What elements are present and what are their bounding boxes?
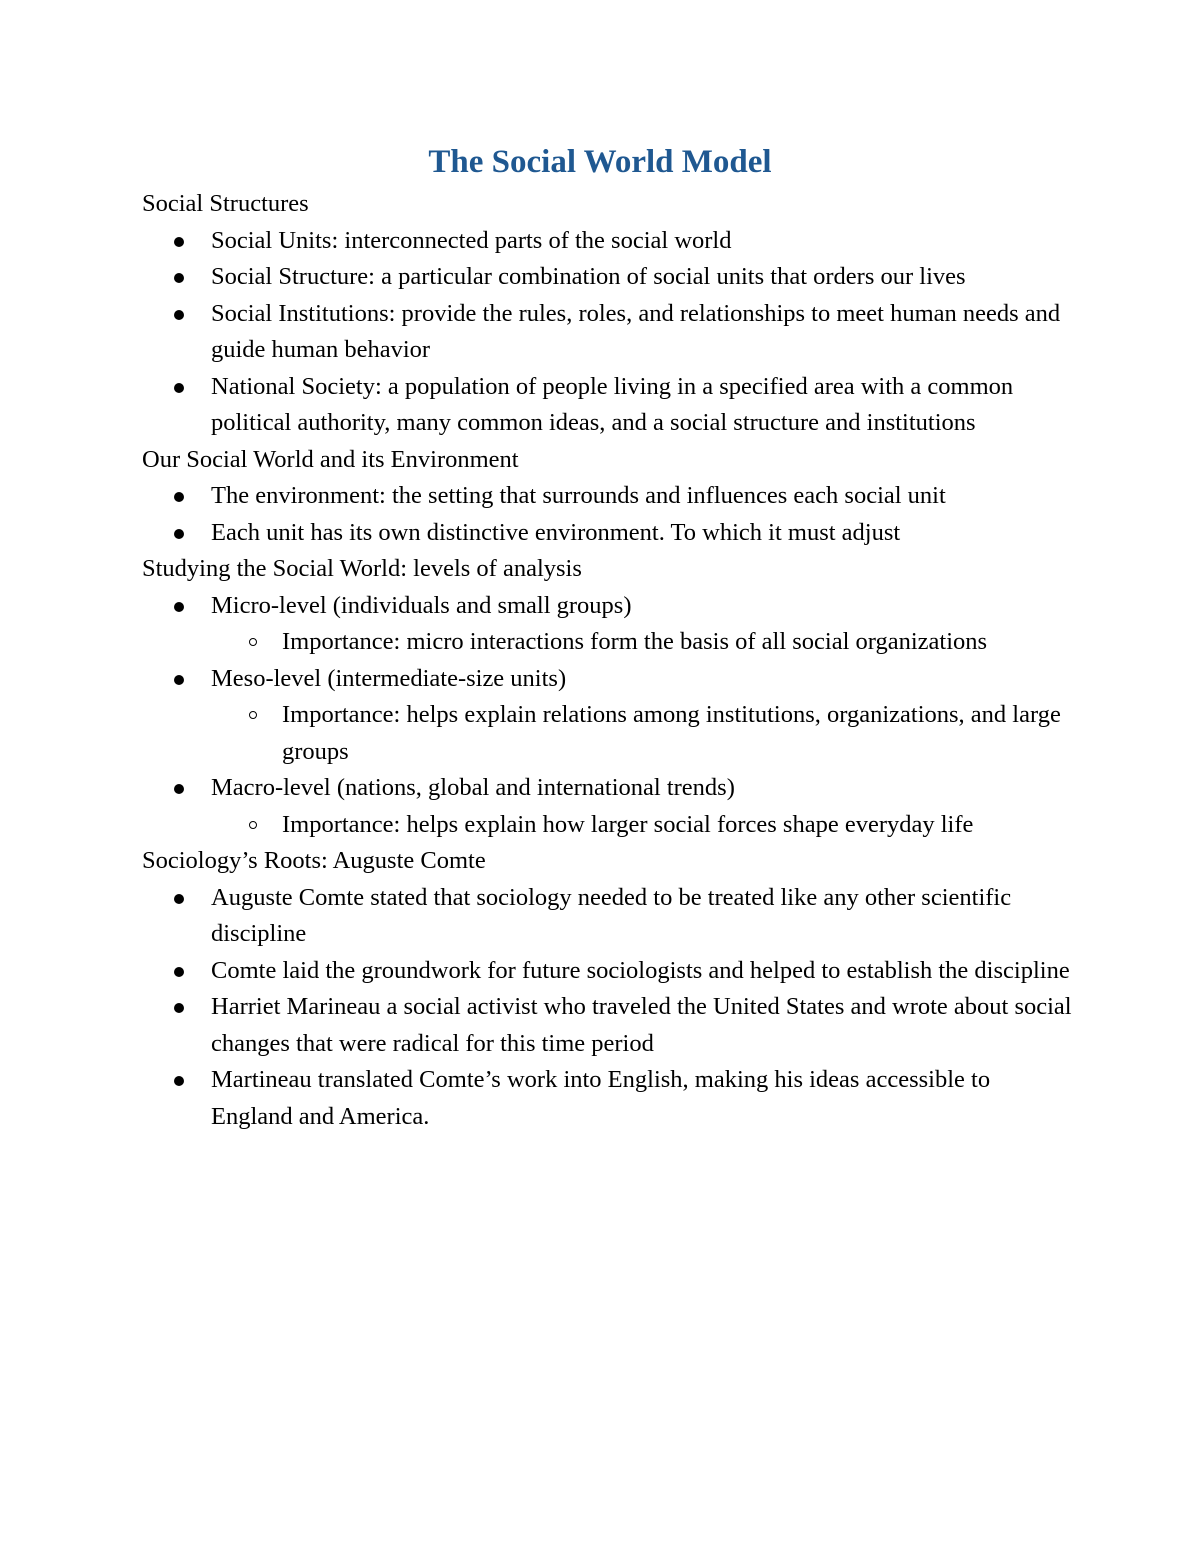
sub-list (211, 807, 1072, 844)
filled-bullet-icon (174, 492, 184, 502)
list-item-text: The environment: the setting that surrounds and influences each social unit (211, 482, 946, 509)
section-list-social-structures (142, 223, 1072, 442)
section-list-sociology-roots (142, 880, 1072, 1136)
filled-bullet-icon (174, 310, 184, 320)
filled-bullet-icon (174, 675, 184, 685)
list-item-text: Auguste Comte stated that sociology needed to be treated like any other scientific discipline (211, 883, 1012, 947)
list-item-text: Each unit has its own distinctive environment. To which it must adjust (211, 518, 901, 546)
sub-list-item (282, 697, 1072, 770)
filled-bullet-icon (174, 602, 184, 612)
filled-bullet-icon (174, 1076, 184, 1086)
list-item-macro-level (211, 770, 1072, 843)
section-list-levels-of-analysis (142, 588, 1072, 844)
filled-bullet-icon (174, 273, 184, 283)
list-item-text: Comte laid the groundwork for future sociologists and helped to establish the discipline (211, 956, 1070, 984)
sub-list (211, 697, 1072, 770)
list-item (211, 369, 1072, 442)
section-heading-sociology-roots: Sociology’s Roots: Auguste Comte (142, 847, 486, 874)
filled-bullet-icon (174, 894, 184, 904)
list-item (211, 515, 1072, 552)
list-item (211, 296, 1072, 369)
hollow-bullet-icon (249, 711, 257, 719)
list-item (211, 953, 1072, 990)
list-item-meso-level (211, 661, 1072, 771)
sub-list-item-text: Importance: micro interactions form the basis of all social organizations (282, 628, 988, 655)
list-item-text: Social Institutions: provide the rules, roles, and relationships to meet human needs and guide human behavior (211, 299, 1061, 363)
filled-bullet-icon (174, 529, 184, 539)
list-item-text: Martineau translated Comte’s work into English, making his ideas accessible to England and America. (211, 1066, 991, 1130)
list-item (211, 223, 1072, 260)
list-item-text: Meso-level (intermediate-size units) (211, 664, 567, 692)
sub-list (211, 624, 1072, 661)
filled-bullet-icon (174, 383, 184, 393)
list-item-text: Harriet Marineau a social activist who traveled the United States and wrote about social changes that were radical for this time period (211, 993, 1072, 1057)
list-item-text: National Society: a population of people living in a specified area with a common political authority, many common ideas, and a social structure and institutions (211, 372, 1014, 436)
list-item-text: Social Structure: a particular combination of social units that orders our lives (211, 263, 966, 290)
section-heading-levels-of-analysis: Studying the Social World: levels of analysis (142, 555, 582, 582)
list-item (211, 989, 1072, 1062)
filled-bullet-icon (174, 784, 184, 794)
list-item-text: Social Units: interconnected parts of the social world (211, 226, 732, 254)
list-item-text: Micro-level (individuals and small groups) (211, 591, 632, 619)
sub-list-item (282, 807, 1072, 844)
sub-list-item-text: Importance: helps explain how larger social forces shape everyday life (282, 810, 974, 838)
list-item-text: Macro-level (nations, global and international trends) (211, 774, 735, 801)
list-item (211, 1062, 1072, 1135)
filled-bullet-icon (174, 1003, 184, 1013)
page-title: The Social World Model (428, 144, 772, 180)
section-heading-social-structures: Social Structures (142, 190, 309, 217)
sub-list-item (282, 624, 1072, 661)
list-item-micro-level (211, 588, 1072, 661)
list-item (211, 880, 1072, 953)
sub-list-item-text: Importance: helps explain relations among institutions, organizations, and large groups (282, 701, 1061, 765)
hollow-bullet-icon (249, 638, 257, 646)
section-list-environment (142, 478, 1072, 551)
list-item (211, 259, 1072, 296)
filled-bullet-icon (174, 237, 184, 247)
hollow-bullet-icon (249, 821, 257, 829)
document-body (142, 186, 1072, 1135)
filled-bullet-icon (174, 967, 184, 977)
list-item (211, 478, 1072, 515)
section-heading-environment: Our Social World and its Environment (142, 445, 519, 473)
